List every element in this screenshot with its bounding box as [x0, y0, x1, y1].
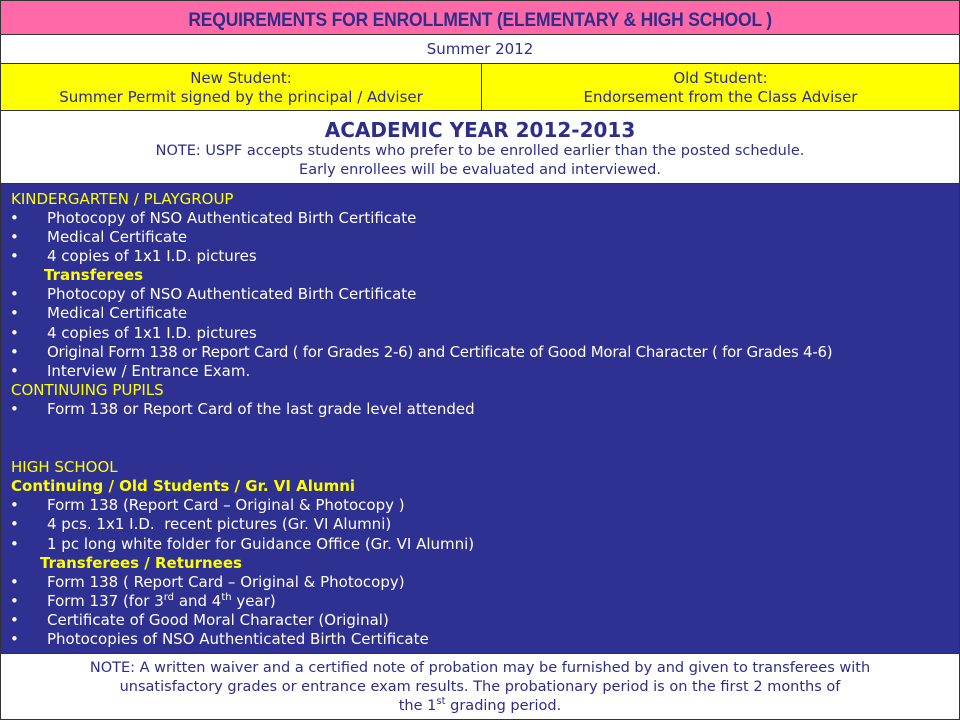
text-part: grading period.	[445, 698, 562, 714]
list-item	[1, 362, 959, 381]
old-student-cell	[482, 64, 959, 110]
academic-year-title: ACADEMIC YEAR 2012-2013	[324, 118, 636, 142]
list-item-text: Interview / Entrance Exam.	[47, 362, 251, 380]
list-item	[1, 573, 959, 592]
list-item	[1, 343, 959, 362]
footer-note-line: unsatisfactory grades or entrance exam results. The probationary period is on the first 2 months of	[119, 679, 841, 695]
requirements-panel	[1, 184, 959, 654]
list-item	[1, 285, 959, 304]
kinder-heading: KINDERGARTEN / PLAYGROUP	[11, 190, 234, 208]
bullet-icon: •	[10, 228, 19, 246]
hs-transferees-heading: Transferees / Returnees	[40, 554, 242, 572]
footer-note-line	[1, 697, 959, 716]
old-student-title: Old Student:	[673, 69, 768, 87]
list-item-text: 4 copies of 1x1 I.D. pictures	[47, 247, 257, 265]
text-part: and 4	[174, 592, 222, 610]
list-item	[1, 611, 959, 630]
new-student-cell	[1, 64, 482, 110]
list-item	[1, 304, 959, 323]
text-part: year)	[231, 592, 276, 610]
bullet-icon: •	[10, 247, 19, 265]
academic-note-line: Early enrollees will be evaluated and interviewed.	[299, 162, 661, 178]
page-title: REQUIREMENTS FOR ENROLLMENT (ELEMENTARY & HIGH SCHOOL )	[188, 10, 772, 31]
superscript: st	[436, 696, 446, 708]
bullet-icon: •	[10, 592, 19, 610]
new-student-detail: Summer Permit signed by the principal / Adviser	[59, 88, 423, 106]
list-item-text: 4 copies of 1x1 I.D. pictures	[47, 324, 257, 342]
list-item-text	[47, 592, 276, 611]
bullet-icon: •	[10, 304, 19, 322]
bullet-icon: •	[10, 611, 19, 629]
list-item-text: Original Form 138 or Report Card ( for Grades 2-6) and Certificate of Good Moral Character ( for Grades 4-6)	[47, 343, 833, 361]
bullet-icon: •	[10, 362, 19, 380]
list-item	[1, 496, 959, 515]
student-type-row	[1, 64, 959, 111]
superscript: rd	[163, 592, 175, 603]
bullet-icon: •	[10, 343, 19, 361]
bullet-icon: •	[10, 209, 19, 227]
list-item	[1, 630, 959, 649]
list-item	[1, 209, 959, 228]
list-item-text: Certificate of Good Moral Character (Original)	[47, 611, 389, 629]
list-item-text: Form 138 (Report Card – Original & Photocopy )	[47, 496, 405, 514]
bullet-icon: •	[10, 630, 19, 648]
list-item	[1, 247, 959, 266]
list-item	[1, 535, 959, 554]
bullet-icon: •	[10, 400, 19, 418]
high-school-heading: HIGH SCHOOL	[11, 458, 118, 476]
new-student-title: New Student:	[190, 69, 292, 87]
bullet-icon: •	[10, 285, 19, 303]
footer-note-line: NOTE: A written waiver and a certified note of probation may be furnished by and given to transferees with	[89, 660, 871, 676]
academic-year-section	[1, 111, 959, 184]
summer-label: Summer 2012	[1, 35, 959, 64]
list-item-text: 1 pc long white folder for Guidance Office (Gr. VI Alumni)	[47, 535, 475, 553]
list-item-text: Photocopy of NSO Authenticated Birth Certificate	[47, 209, 417, 227]
bullet-icon: •	[10, 324, 19, 342]
list-item	[1, 515, 959, 534]
list-item	[1, 228, 959, 247]
kinder-transferees-heading: Transferees	[44, 266, 144, 284]
bullet-icon: •	[10, 573, 19, 591]
list-item-text: 4 pcs. 1x1 I.D. recent pictures (Gr. VI Alumni)	[47, 515, 392, 533]
continuing-heading: CONTINUING PUPILS	[11, 381, 164, 399]
list-item-text: Form 138 or Report Card of the last grade level attended	[47, 400, 475, 418]
hs-continuing-heading: Continuing / Old Students / Gr. VI Alumni	[11, 477, 356, 495]
old-student-detail: Endorsement from the Class Adviser	[583, 88, 858, 106]
list-item-text: Form 138 ( Report Card – Original & Photocopy)	[47, 573, 405, 591]
list-item	[1, 324, 959, 343]
list-item-text: Medical Certificate	[47, 228, 188, 246]
list-item	[1, 400, 959, 419]
list-item-text: Photocopy of NSO Authenticated Birth Certificate	[47, 285, 417, 303]
title-bar	[1, 1, 959, 35]
text-part: Form 137 (for 3	[47, 592, 164, 610]
superscript: th	[221, 592, 232, 603]
bullet-icon: •	[10, 535, 19, 553]
bullet-icon: •	[10, 496, 19, 514]
bullet-icon: •	[10, 515, 19, 533]
list-item-text: Medical Certificate	[47, 304, 188, 322]
list-item	[1, 592, 959, 611]
footer-note	[1, 654, 959, 719]
list-item-text: Photocopies of NSO Authenticated Birth Certificate	[47, 630, 429, 648]
academic-note-line: NOTE: USPF accepts students who prefer to be enrolled earlier than the posted schedule.	[155, 143, 805, 159]
text-part: the 1	[398, 698, 437, 714]
